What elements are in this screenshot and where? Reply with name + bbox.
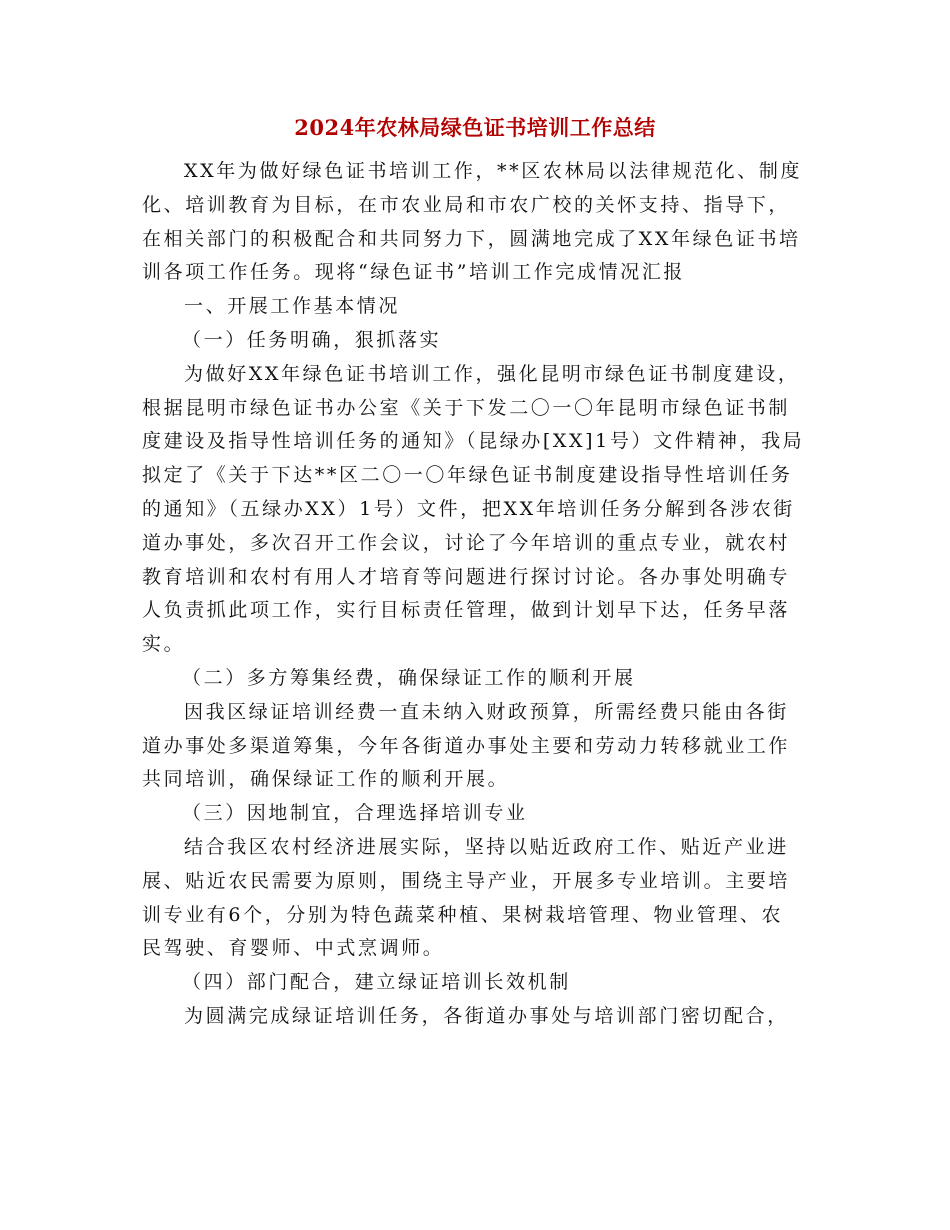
paragraph-line: 结合我区农村经济进展实际，坚持以贴近政府工作、贴近产业进 [184,835,789,858]
paragraph-line: 道办事处多渠道筹集，今年各街道办事处主要和劳动力转移就业工作 [142,734,791,757]
paragraph-line: 根据昆明市绿色证书办公室《关于下发二〇一〇年昆明市绿色证书制 [142,396,791,419]
paragraph-line: 为圆满完成绿证培训任务，各街道办事处与培训部门密切配合， [184,1004,789,1027]
paragraph-line: 实。 [142,633,186,656]
document-body [142,155,812,1034]
paragraph-line: 展、贴近农民需要为原则，围绕主导产业，开展多专业培训。主要培 [142,869,791,892]
intro-paragraph-line: XX年为做好绿色证书培训工作，**区农林局以法律规范化、制度 [184,160,803,182]
document-title: 2024年农林局绿色证书培训工作总结 [294,115,656,140]
paragraph-line: 人负责抓此项工作，实行目标责任管理，做到计划早下达，任务早落 [142,599,791,622]
section-heading: 一、开展工作基本情况 [184,295,401,318]
intro-paragraph-line: 训各项工作任务。现将“绿色证书”培训工作完成情况汇报 [142,261,686,284]
subsection-heading: （二）多方筹集经费，确保绿证工作的顺利开展 [182,666,636,689]
paragraph-line: 民驾驶、育婴师、中式烹调师。 [142,937,445,960]
paragraph-line: 度建设及指导性培训任务的通知》（昆绿办[XX]1号）文件精神，我局 [142,430,805,453]
intro-paragraph-line: 在相关部门的积极配合和共同努力下，圆满地完成了XX年绿色证书培 [142,227,801,250]
intro-paragraph-line: 化、培训教育为目标，在市农业局和市农广校的关怀支持、指导下， [142,193,791,216]
paragraph-line: 教育培训和农村有用人才培育等问题进行探讨讨论。各办事处明确专 [142,565,791,588]
paragraph-line: 道办事处，多次召开工作会议，讨论了今年培训的重点专业，就农村 [142,531,791,554]
paragraph-line: 训专业有6个，分别为特色蔬菜种植、果树栽培管理、物业管理、农 [142,903,784,926]
paragraph-line: 的通知》（五绿办XX）1号）文件，把XX年培训任务分解到各涉农街 [142,497,795,520]
subsection-heading: （三）因地制宜，合理选择培训专业 [182,802,528,825]
subsection-heading: （一）任务明确，狠抓落实 [182,328,442,351]
paragraph-line: 因我区绿证培训经费一直未纳入财政预算，所需经费只能由各街 [184,700,789,723]
subsection-heading: （四）部门配合，建立绿证培训长效机制 [182,971,571,994]
paragraph-line: 共同培训，确保绿证工作的顺利开展。 [142,768,510,791]
paragraph-line: 为做好XX年绿色证书培训工作，强化昆明市绿色证书制度建设， [184,362,800,385]
paragraph-line: 拟定了《关于下达**区二〇一〇年绿色证书制度建设指导性培训任务 [142,464,793,487]
